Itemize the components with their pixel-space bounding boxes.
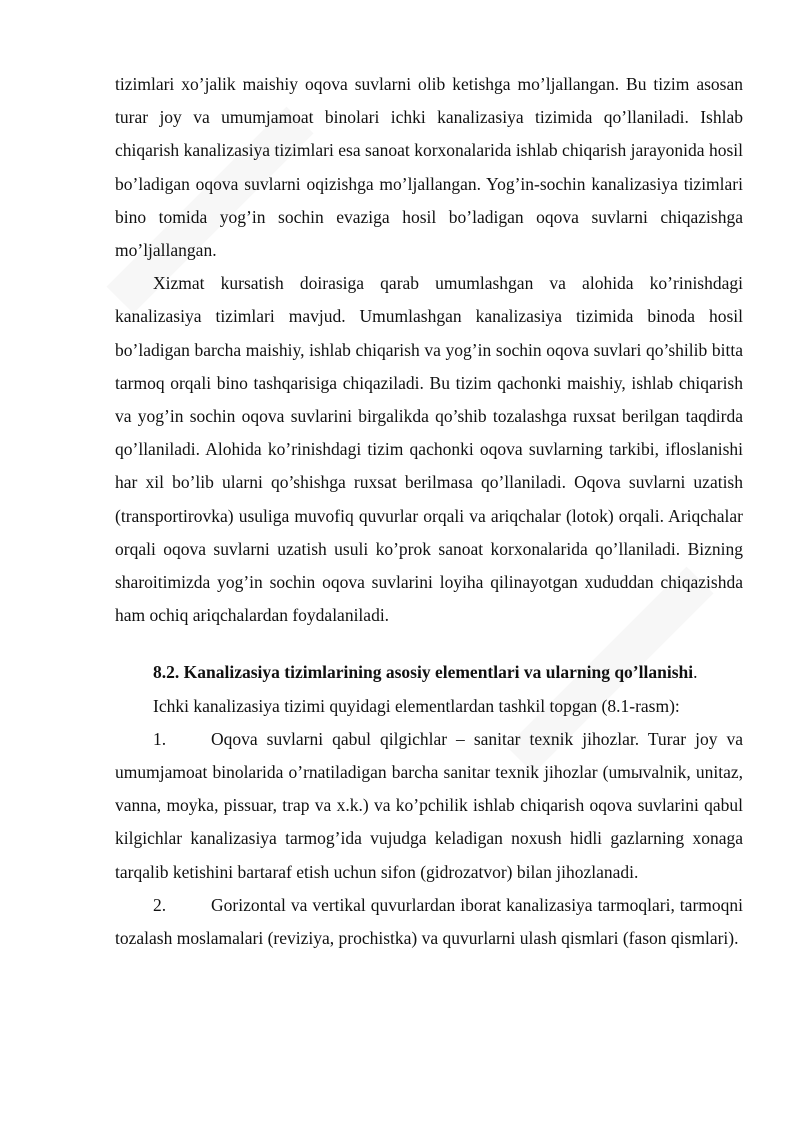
list-item-text: Gorizontal va vertikal quvurlardan iborat kanalizasiya tarmoqlari, tarmoqni tozalash moslamalari (reviziya, prochistka) va quvurlarni ulash qismlari (fason qismlari). <box>115 894 743 949</box>
section-intro: Ichki kanalizasiya tizimi quyidagi elementlardan tashkil topgan (8.1-rasm): <box>153 695 680 716</box>
spacer <box>115 632 743 656</box>
list-item <box>115 889 743 955</box>
section-heading <box>115 656 743 689</box>
list-item-text: Oqova suvlarni qabul qilgichlar – sanitar texnik jihozlar. Turar joy va umumjamoat binolarida o’rnatiladigan barcha sanitar texnik jihozlar (umыvalnik, unitaz, vanna, moyka, pissuar, trap va x.k.) va ko’pchilik ishlab chiqarish oqova suvlarini qabul kilgichlar kanalizasiya tarmog’ida vujudga keladigan noxush hidli gazlarning xonaga tarqalib ketishini bartaraf etish uchun sifon (gidrozatvor) bilan jihozlanadi. <box>115 728 743 882</box>
paragraph-1: tizimlari xo’jalik maishiy oqova suvlarni olib ketishga mo’ljallangan. Bu tizim asosan turar joy va umumjamoat binolari ichki kanalizasiya tizimida qo’llaniladi. Ishlab chiqarish kanalizasiya tizimlari esa sanoat korxonalarida ishlab chiqarish jarayonida hosil bo’ladigan oqova suvlarni oqizishga mo’ljallangan. Yog’in-sochin kanalizasiya tizimlari bino tomida yog’in sochin evaziga hosil bo’ladigan oqova suvlarni chiqazishga mo’ljallangan. <box>115 74 743 261</box>
section-heading-period: . <box>693 662 698 683</box>
list-item-number: 2. <box>153 894 167 915</box>
paragraph-2: Xizmat kursatish doirasiga qarab umumlashgan va alohida ko’rinishdagi kanalizasiya tizimlari mavjud. Umumlashgan kanalizasiya tizimida binoda hosil bo’ladigan barcha maishiy, ishlab chiqarish va yog’in sochin oqova suvlari qo’shilib bitta tarmoq orqali bino tashqarisiga chiqaziladi. Bu tizim qachonki maishiy, ishlab chiqarish va yog’in sochin oqova suvlarini birgalikda qo’shib tozalashga ruxsat berilgan taqdirda qo’llaniladi. Alohida ko’rinishdagi tizim qachonki oqova suvlarning tarkibi, ifloslanishi har xil bo’lib ularni qo’shishga ruxsat berilmasa qo’llaniladi. Oqova suvlarni uzatish (transportirovka) usuliga muvofiq quvurlar orqali va ariqchalar (lotok) orqali. Ariqchalar orqali oqova suvlarni uzatish usuli ko’prok sanoat korxonalarida qo’llaniladi. Bizning sharoitimizda yog’in sochin oqova suvlarini loyiha qilinayotgan xududdan chiqazishda ham ochiq ariqchalardan foydalaniladi. <box>115 273 743 626</box>
document-page <box>115 68 743 955</box>
list-item-number: 1. <box>153 728 167 749</box>
list-item <box>115 723 743 889</box>
section-heading-text: 8.2. Kanalizasiya tizimlarining asosiy elementlari va ularning qo’llanishi <box>153 662 694 683</box>
